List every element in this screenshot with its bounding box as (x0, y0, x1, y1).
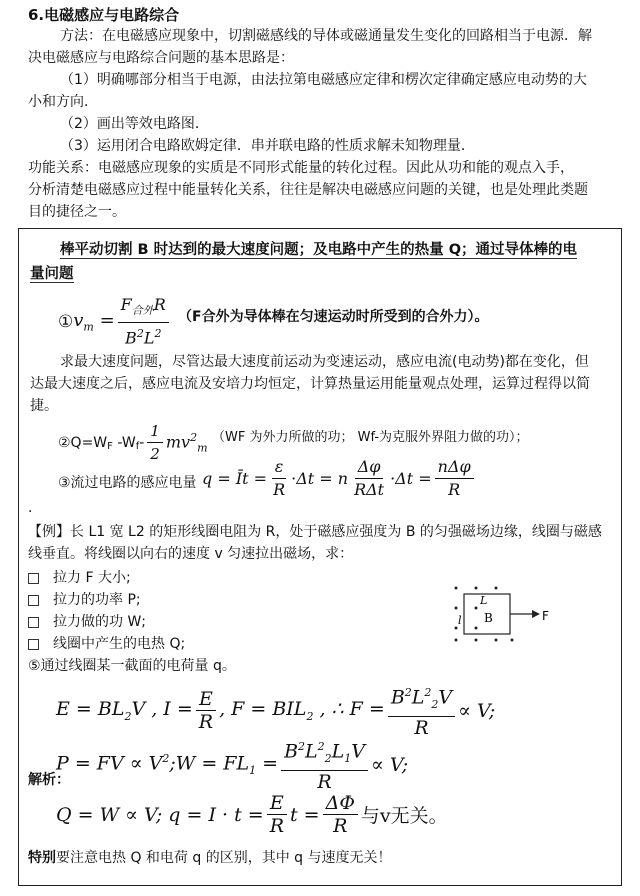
intro-line: （2）画出等效电路图． (60, 116, 209, 132)
example-text: 【例】长 L1 宽 L2 的矩形线圈电阻为 R，处于磁感应强度为 B 的匀强磁场边缘，线圈与磁感 (28, 524, 602, 540)
list-item: ⑤通过线圈某一截面的电荷量 q。 (28, 658, 236, 674)
box-heading: 棒平动切割 B 时达到的最大速度问题；及电路中产生的热量 Q；通过导体棒的电 (60, 242, 578, 258)
list-item: 拉力 F 大小; (28, 568, 131, 588)
list-item: 拉力做的功 W; (28, 612, 146, 632)
coil-diagram (446, 578, 556, 648)
svg-text:l: l (458, 614, 462, 627)
intro-line: 分析清楚电磁感应过程中能量转化关系，往往是解决电磁感应问题的关键，也是处理此类题 (28, 182, 588, 198)
intro-line: （1）明确哪部分相当于电源，由法拉第电磁感应定律和楞次定律确定感应电动势的大 (60, 72, 587, 88)
formula-heat: ②Q=W F -W f - $\frac{1}{2}$ $mv^2_m$ (58, 422, 208, 463)
intro-line: 目的捷径之一。 (28, 204, 126, 220)
intro-line: 方法：在电磁感应现象中，切割磁感线的导体或磁通量发生变化的回路相当于电源．解 (60, 28, 592, 44)
solution-formula-3: Q = W ∝ V; q = I · t = $\frac{E}{R}$ t = $\frac{\Delta\Phi}{R}$ 与v无关。 (56, 792, 448, 837)
dot-mark: . (28, 500, 33, 516)
example-text: 线垂直。将线圈以向右的速度 v 匀速拉出磁场，求： (28, 546, 354, 562)
solution-formula-1: $E = BL_2V$ , I = $\frac{E}{R}$ , $F = BIL_2$ , ∴ F = $\frac{B^2L^2_2V}{R}$ ∝ V; (56, 682, 495, 739)
formula-note: （WF 为外力所做的功； Wf-为克服外界阻力做的功）； (212, 430, 529, 445)
intro-line: 小和方向． (28, 94, 98, 110)
box-para: 达最大速度之后，感应电流及安培力均恒定，计算热量运用能量观点处理，运算过程得以简 (30, 376, 590, 392)
svg-text:L: L (480, 594, 488, 607)
solution-label: 解析： (28, 772, 70, 788)
formula-note: （F合外为导体棒在匀速运动时所受到的合外力）。 (178, 309, 489, 325)
svg-text:F: F (542, 609, 549, 623)
list-item: 线圈中产生的电热 Q; (28, 634, 185, 654)
box-heading: 量问题 (30, 266, 74, 282)
intro-line: 功能关系：电磁感应现象的实质是不同形式能量的转化过程。因此从功和能的观点入手， (28, 160, 574, 176)
intro-line: 决电磁感应与电路综合问题的基本思路是： (28, 50, 294, 66)
formula-charge: q = Īt = $\frac{\varepsilon}{R}$ ·Δt = n $\frac{\Delta\varphi}{\text{RΔt}}$ ·Δt = $\frac{\text{nΔφ}}{R}$ (202, 456, 477, 501)
list-item: 拉力的功率 P; (28, 590, 141, 610)
intro-line: （3）运用闭合电路欧姆定律．串并联电路的性质求解未知物理量． (60, 138, 475, 154)
section-title: 6.电磁感应与电路综合 (28, 6, 180, 24)
final-note: 特别要注意电热 Q 和电荷 q 的区别，其中 q 与速度无关！ (28, 850, 392, 866)
solution-formula-2: P = FV ∝ $V^2;W = FL_1$ = $\frac{B^2L^2_2L_1V}{R}$ ∝ V; (56, 736, 408, 793)
formula-max-velocity: ① $v_m$ = $\frac{F_{合外}R}{B^2L^2}$ (58, 294, 172, 350)
box-para: 捷。 (30, 398, 58, 414)
formula-charge-label: ③流过电路的感应电量 (58, 475, 197, 491)
box-para: 求最大速度问题，尽管达最大速度前运动为变速运动，感应电流(电动势)都在变化，但 (60, 354, 589, 370)
svg-text:B: B (484, 611, 493, 625)
